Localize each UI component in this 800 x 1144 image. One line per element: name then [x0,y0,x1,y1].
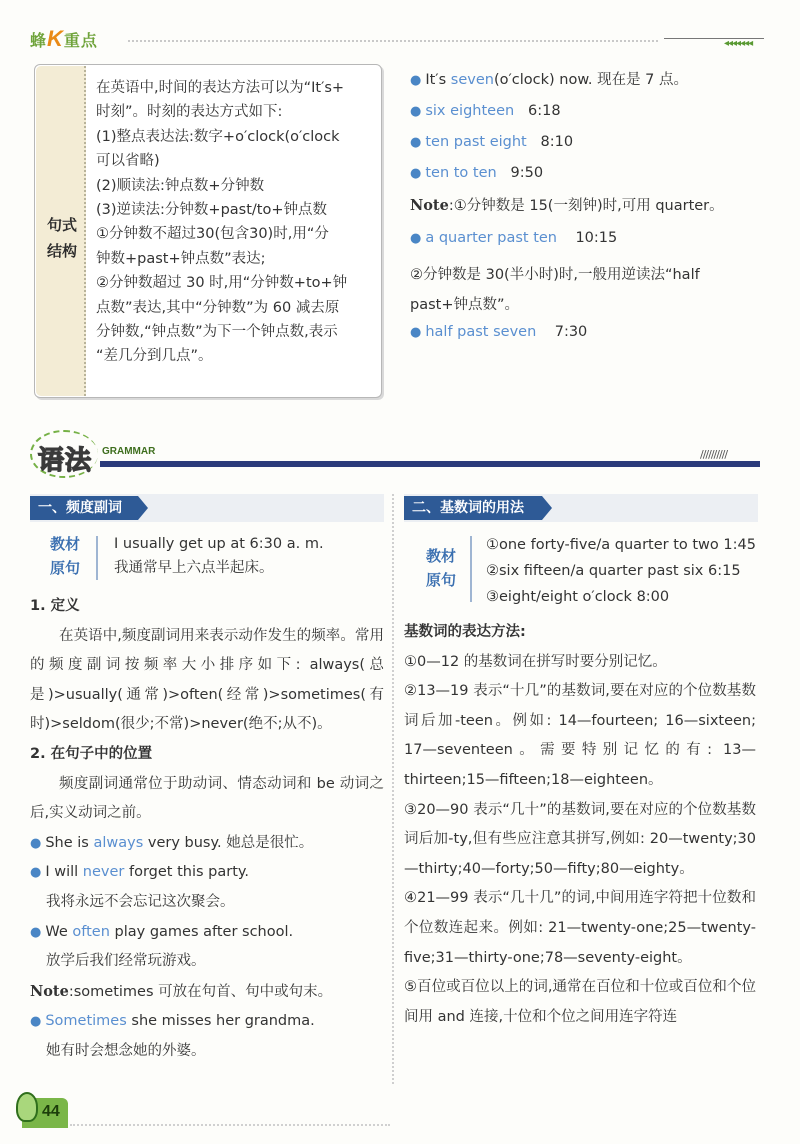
bullet-icon: ● [410,325,422,340]
note-quarter: Note:①分钟数是 15(一刻钟)时,可用 quarter。 [410,197,724,214]
header-arrows-icon: ◂◂◂◂◂◂◂ [724,38,753,49]
bullet-icon: ● [30,835,42,851]
section1-heading: 一、频度副词 [30,496,138,520]
method-point-1: ①0—12 的基数词在拼写时要分别记忆。 [404,653,667,670]
adverb-example-2: ● I will never forget this party. [30,864,250,881]
section1-separator [96,536,98,580]
bullet-icon: ● [410,104,422,119]
time-example-4: ● ten to ten 9:50 [410,165,544,181]
method-point-5: ⑤百位或百位以上的词,通常在百位和十位或百位和个位间用 and 连接,十位和个位之间用连字符连 [404,979,756,1025]
method-point-4: ④21—99 表示“几十几”的词,中间用连字符把十位数和个位数连起来。例如: 21—twenty-one;25—twenty-five;31—thirty-one;78—seventy-eight。 [404,890,756,966]
structure-label: 句式 结构 [46,216,77,260]
brand-logo: 蜂K重点 [30,26,98,51]
structure-text: 在英语中,时间的表达方法可以为“It′s+ 时刻”。时刻的表达方式如下: (1)整点表达法:数字+o′clock(o′clock 可以省略) (2)顺读法:钟点数+分钟数 (3)逆读法:分钟数+past/to+钟点数 ①分钟数不超过30(包含30)时,用“分 钟数+past+钟点数”表达; ②分钟数超过 30 时,用“分钟数+to+钟 点数”表达,其中“分钟数”为 60 减去原 分钟数,“钟点数”为下一个钟点数,表示 “差几分到几点”。 [96,80,348,365]
bullet-icon: ● [410,73,422,88]
adverb-example-2-translation: 我将永远不会忘记这次聚会。 [46,893,235,910]
position-heading: 2. 在句子中的位置 [30,745,153,762]
section2-source-sentences: ①one forty-five/a quarter to two 1:45 ②six fifteen/a quarter past six 6:15 ③eight/eight o′clock 8:00 [486,537,756,605]
adverb-note: Note:sometimes 可放在句首、句中或句末。 [30,982,333,1000]
adverb-example-4: ● Sometimes she misses her grandma. [30,1013,315,1030]
note-half: ②分钟数是 30(半小时)时,一般用逆读法“half past+钟点数”。 [410,267,700,313]
section2-separator [470,536,472,602]
bullet-icon: ● [410,231,422,246]
section2-source-label: 教材 原句 [425,547,456,589]
page-number: 44 [22,1098,68,1128]
bullet-icon: ● [30,924,42,940]
adverb-example-4-translation: 她有时会想念她的外婆。 [46,1042,206,1059]
adverb-example-1: ● She is always very busy. 她总是很忙。 [30,834,314,851]
time-example-1: ● It′s seven(o′clock) now. 现在是 7 点。 [410,72,689,88]
grammar-subtitle: GRAMMAR [102,446,156,457]
footer-dotted-rule [70,1124,390,1126]
adverb-example-3-translation: 放学后我们经常玩游戏。 [46,953,206,970]
adverb-example-3: ● We often play games after school. [30,923,294,940]
bullet-icon: ● [30,865,42,881]
method-point-3: ③20—90 表示“几十”的基数词,要在对应的个位数基数词后加-ty,但有些应注意其拼写,例如: 20—twenty;30—thirty;40—forty;50—fifty;80—eighty。 [404,801,756,877]
grammar-title: 语法 [38,446,93,476]
definition-heading: 1. 定义 [30,598,80,614]
bullet-icon: ● [30,1014,42,1030]
section1-source-label: 教材 原句 [49,535,80,577]
bullet-icon: ● [410,135,422,150]
bullet-icon: ● [410,166,422,181]
section2-heading: 二、基数词的用法 [404,496,542,520]
time-example-3: ● ten past eight 8:10 [410,134,574,150]
section1-body [30,592,384,1067]
header-dotted-rule [128,40,658,42]
grammar-slashes: ////////// [700,448,728,461]
time-example-6: ● half past seven 7:30 [410,324,588,340]
column-divider [392,494,394,1084]
section2-body [404,618,756,1032]
position-text: 频度副词通常位于助动词、情态动词和 be 动词之后,实义动词之前。 [30,775,384,822]
method-point-2: ②13—19 表示“十几”的基数词,要在对应的个位数基数词后加-teen。例如: 14—fourteen; 16—sixteen; 17—seventeen。需要特别记忆的有: 13—thirteen;15—fifteen;18—eighteen。 [404,683,756,788]
time-example-5: ● a quarter past ten 10:15 [410,230,618,246]
method-heading: 基数词的表达方法: [404,624,526,640]
grammar-bar [100,461,760,467]
lightbulb-icon [16,1092,38,1122]
time-example-2: ● six eighteen 6:18 [410,103,561,119]
section1-source-sentence: I usually get up at 6:30 a. m. 我通常早上六点半起床。 [114,536,324,576]
definition-text: 在英语中,频度副词用来表示动作发生的频率。常用的频度副词按频率大小排序如下: always(总是)>usually(通常)>often(经常)>sometimes(有时)>seldom(很少;不常)>never(绝不;从不)。 [30,627,384,733]
